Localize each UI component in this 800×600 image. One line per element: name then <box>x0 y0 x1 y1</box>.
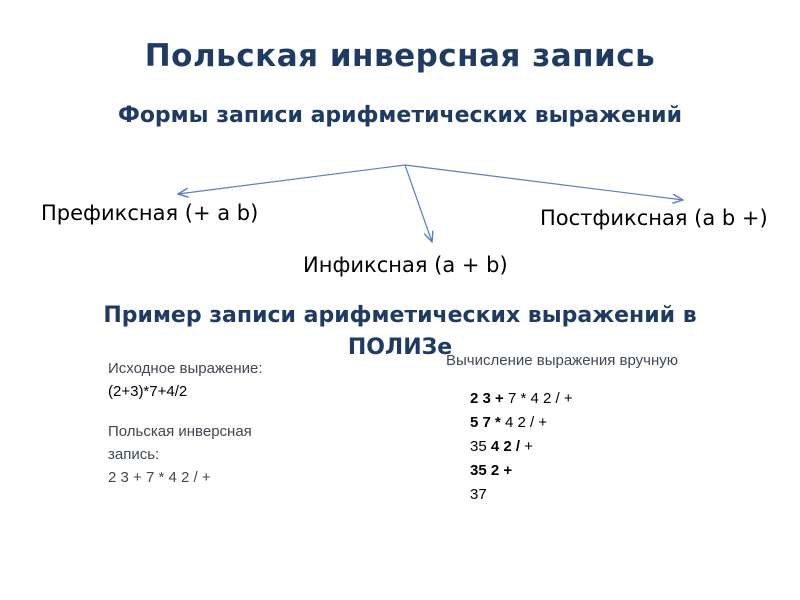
step-rest: 4 2 / + <box>500 414 548 431</box>
step-bold: 5 7 * <box>470 414 501 431</box>
page-title: Польская инверсная запись <box>144 38 656 74</box>
manual-step-3 <box>470 438 533 455</box>
example-heading: Пример записи арифметических выражений в ПОЛИЗе <box>103 303 697 360</box>
arrow-to-prefix <box>178 165 405 194</box>
rpn-label-line1: Польская инверсная <box>108 423 252 440</box>
manual-heading: Вычисление выражения вручную <box>446 352 679 369</box>
rpn-value: 2 3 + 7 * 4 2 / + <box>108 469 211 486</box>
step-result: 37 <box>470 486 487 503</box>
step-rest: 7 * 4 2 / + <box>503 390 573 407</box>
forms-subtitle: Формы записи арифметических выражений <box>118 103 682 128</box>
step-rest: + <box>520 438 533 455</box>
arrow-to-postfix <box>405 165 683 200</box>
manual-step-4 <box>470 462 512 479</box>
manual-step-1 <box>470 390 573 407</box>
step-bold: 4 2 / <box>490 438 521 455</box>
manual-step-2 <box>470 414 547 431</box>
source-expression: (2+3)*7+4/2 <box>108 383 188 400</box>
step-bold: 2 3 + <box>470 390 504 407</box>
arrow-to-infix <box>405 165 432 242</box>
step-bold: 35 2 + <box>470 462 513 479</box>
step-pre: 35 <box>470 438 491 455</box>
infix-form: Инфиксная (a + b) <box>303 253 508 277</box>
manual-step-5 <box>470 486 487 503</box>
prefix-form: Префиксная (+ a b) <box>41 201 259 225</box>
postfix-clip <box>540 206 800 230</box>
rpn-label-line2: запись: <box>108 446 160 463</box>
postfix-form: Постфиксная (a b +) <box>540 206 768 230</box>
source-label: Исходное выражение: <box>108 360 263 377</box>
